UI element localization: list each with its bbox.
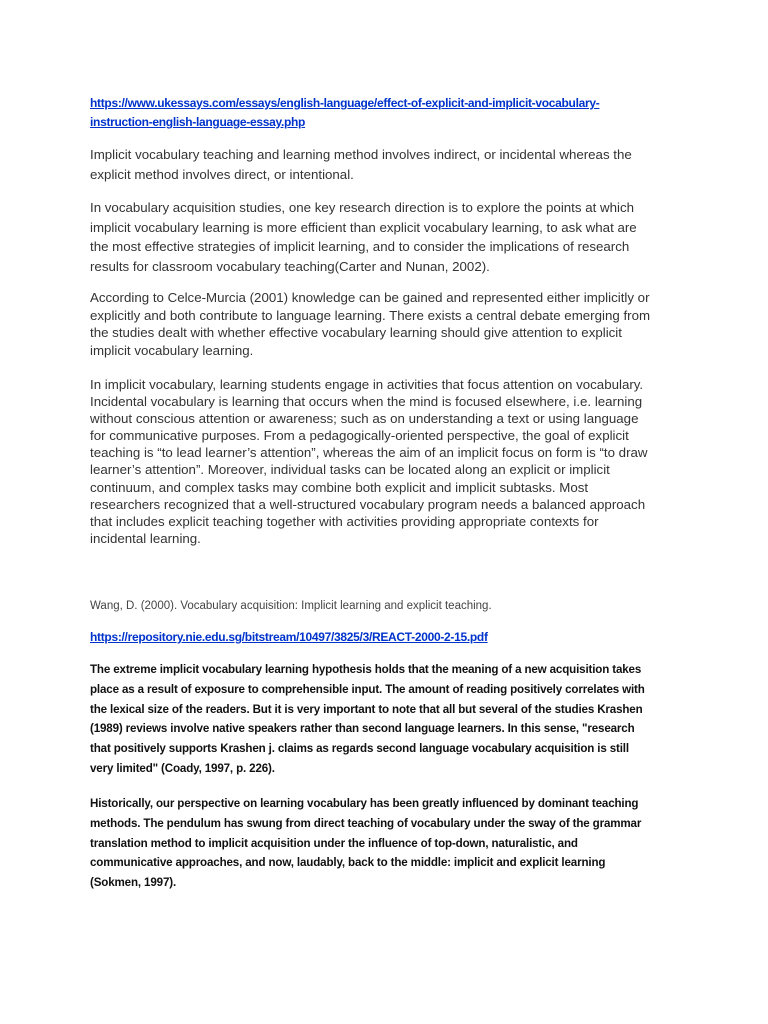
repository-link[interactable]: https://repository.nie.edu.sg/bitstream/10497/3825/3/REACT-2000-2-15.pdf	[90, 630, 488, 644]
reference-wang: Wang, D. (2000). Vocabulary acquisition: Implicit learning and explicit teaching.	[90, 600, 492, 612]
paragraph-research-direction: In vocabulary acquisition studies, one key research direction is to explore the points at which implicit vocabulary learning is more efficient than explicit vocabulary learning, to ask what are the most effective strategies of implicit learning, and to consider the implications of research results for classroom vocabulary teaching(Carter and Nunan, 2002).	[90, 200, 637, 274]
paragraph-implicit-vocabulary: In implicit vocabulary, learning students engage in activities that focus attention on vocabulary. Incidental vocabulary is learning that occurs when the mind is focused elsewhere, i.e. learning without conscious attention or awareness; such as on understanding a text or using language for communicative purposes. From a pedagogically-oriented perspective, the goal of explicit teaching is “to lead learner’s attention”, whereas the aim of an implicit focus on form is “to draw learner’s attention”. Moreover, individual tasks can be located along an explicit or implicit continuum, and complex tasks may combine both explicit and implicit subtasks. Most researchers recognized that a well-structured vocabulary program needs a balanced approach that includes explicit teaching together with activities providing appropriate contexts for incidental learning.	[90, 377, 648, 546]
ukessays-link[interactable]: https://www.ukessays.com/essays/english-language/effect-of-explicit-and-implicit-vocabulary-instruction-english-language-essay.php	[90, 96, 600, 129]
paragraph-celce-murcia: According to Celce-Murcia (2001) knowledge can be gained and represented either implicitly or explicitly and both contribute to language learning. There exists a central debate emerging from the studies dealt with whether effective vocabulary learning should give attention to explicit implicit vocabulary learning.	[90, 290, 651, 358]
paragraph-implicit-definition: Implicit vocabulary teaching and learning method involves indirect, or incidental whereas the explicit method involves direct, or intentional.	[90, 147, 632, 182]
paragraph-historical-perspective: Historically, our perspective on learning vocabulary has been greatly influenced by dominant teaching methods. The pendulum has swung from direct teaching of vocabulary under the sway of the grammar translation method to implicit acquisition under the influence of top-down, naturalistic, and communicative approaches, and now, laudably, back to the middle: implicit and explicit learning (Sokmen, 1997).	[90, 797, 642, 890]
paragraph-extreme-hypothesis: The extreme implicit vocabulary learning hypothesis holds that the meaning of a new acquisition takes place as a result of exposure to comprehensible input. The amount of reading positively correlates with the lexical size of the readers. But it is very important to note that all but several of the studies Krashen (1989) reviews involve native speakers rather than second language learners. In this sense, "research that positively supports Krashen j. claims as regards second language vocabulary acquisition is still very limited" (Coady, 1997, p. 226).	[90, 663, 645, 775]
